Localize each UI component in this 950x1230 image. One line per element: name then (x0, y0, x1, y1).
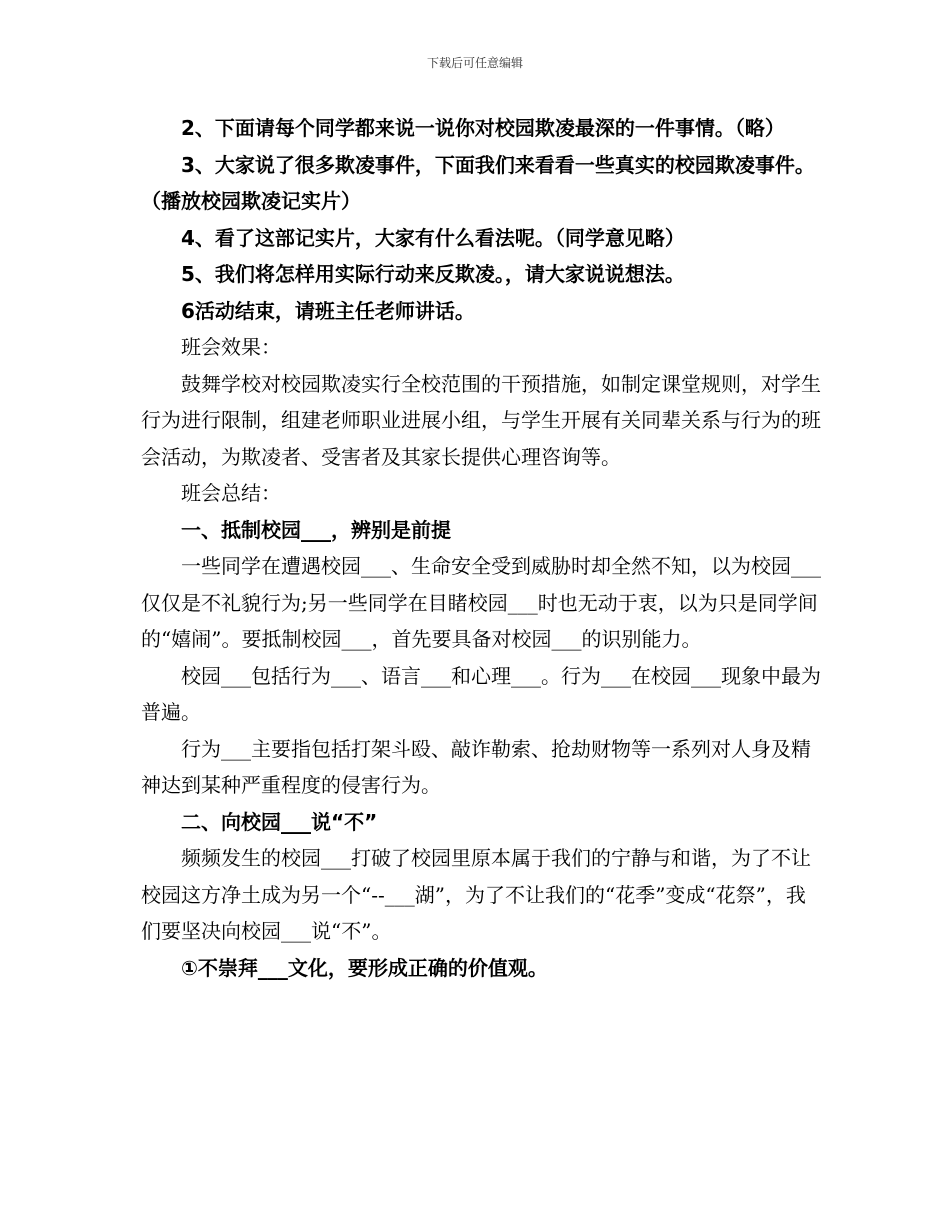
paragraph-4: 5、我们将怎样用实际行动来反欺凌。，请大家说说想法。 (181, 262, 685, 286)
paragraph-1: 2、下面请每个同学都来说一说你对校园欺凌最深的一件事情。（略） (181, 116, 785, 140)
paragraph-7: 校园___包括行为___、语言___和心理___。行为___在校园___现象中最为普遍。 (141, 663, 821, 724)
heading-2: 二、向校园___说“不” (181, 809, 378, 834)
list-item-1: ①不崇拜___文化，要形成正确的价值观。 (181, 955, 548, 980)
heading-1: 一、抵制校园___，辨别是前提 (181, 517, 451, 542)
page-header: 下载后可任意编辑 (426, 56, 523, 70)
paragraph-8: 行为___主要指包括打架斗殴、敲诈勒索、抢劫财物等一系列对人身及精神达到某种严重程度的侵害行为。 (141, 736, 811, 797)
paragraph-9: 频频发生的校园___打破了校园里原本属于我们的宁静与和谐，为了不让校园这方净土成为另一个“--___湖”，为了不让我们的“花季”变成“花祭”，我们要坚决向校园___说“不”。 (141, 846, 811, 943)
document-body (141, 110, 821, 986)
paragraph-3: 4、看了这部记实片，大家有什么看法呢。（同学意见略） (181, 225, 685, 250)
section-label-summary: 班会总结： (181, 481, 281, 505)
paragraph-2: 3、大家说了很多欺凌事件，下面我们来看看一些真实的校园欺凌事件。（播放校园欺凌记实片） (141, 152, 815, 213)
paragraph-5: 6活动结束，请班主任老师讲话。 (181, 298, 475, 323)
section-label-effect: 班会效果： (181, 335, 281, 359)
paragraph-6: 一些同学在遭遇校园___、生命安全受到威胁时却全然不知，以为校园___仅仅是不礼貌行为;另一些同学在目睹校园___时也无动于衷，以为只是同学间的“嬉闹”。要抵制校园___，首先要具备对校园___的识别能力。 (141, 554, 821, 651)
paragraph-effect: 鼓舞学校对校园欺凌实行全校范围的干预措施，如制定课堂规则，对学生行为进行限制，组建老师职业进展小组，与学生开展有关同辈关系与行为的班会活动，为欺凌者、受害者及其家长提供心理咨询等。 (141, 371, 821, 469)
